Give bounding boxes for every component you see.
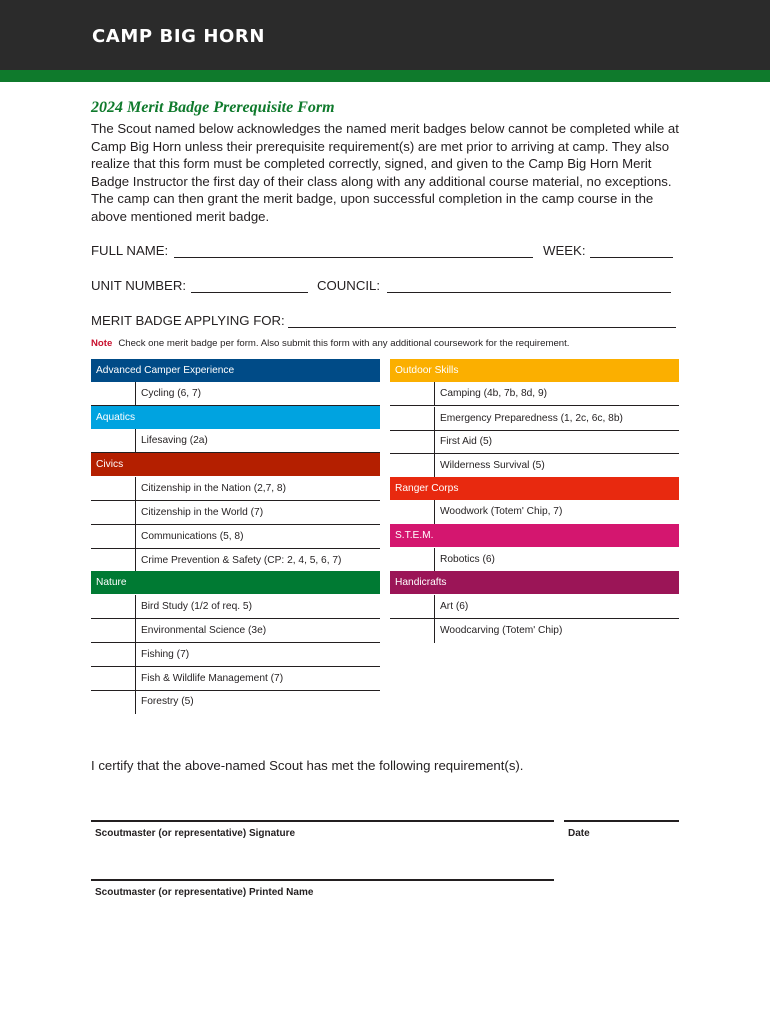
badge-label: Crime Prevention & Safety (CP: 2, 4, 5, 6, 7) — [141, 555, 342, 566]
badge-label: Communications (5, 8) — [141, 531, 244, 542]
date-field[interactable] — [564, 820, 679, 822]
checkbox[interactable] — [135, 643, 136, 667]
checkbox[interactable] — [135, 549, 136, 573]
form-title: 2024 Merit Badge Prerequisite Form — [91, 99, 335, 116]
badge-label: Camping (4b, 7b, 8d, 9) — [440, 388, 548, 399]
badge-option[interactable] — [91, 429, 380, 453]
printed-name-label: Scoutmaster (or representative) Printed Name — [95, 887, 314, 898]
checkbox[interactable] — [434, 454, 435, 478]
date-label: Date — [568, 828, 590, 839]
badge-label: Citizenship in the World (7) — [141, 507, 264, 518]
checkbox[interactable] — [135, 501, 136, 525]
badge-label: Fishing (7) — [141, 649, 190, 660]
checkbox[interactable] — [434, 382, 435, 406]
badge-option[interactable] — [91, 525, 380, 549]
header-accent-bar — [0, 70, 770, 82]
checkbox[interactable] — [135, 525, 136, 549]
badge-option[interactable] — [91, 501, 380, 525]
signature-field[interactable] — [91, 820, 554, 822]
week-label: WEEK: — [543, 243, 586, 258]
badge-option[interactable] — [390, 548, 679, 572]
note-label: Note — [91, 338, 113, 349]
badge-label: Environmental Science (3e) — [141, 625, 267, 636]
council-field[interactable] — [387, 292, 671, 293]
category-header: Ranger Corps — [390, 477, 679, 500]
merit-badge-label: MERIT BADGE APPLYING FOR: — [91, 313, 285, 328]
badge-option[interactable] — [390, 619, 679, 643]
badge-label: Wilderness Survival (5) — [440, 460, 545, 471]
badge-option[interactable] — [91, 595, 380, 619]
badge-option[interactable] — [91, 690, 380, 714]
checkbox[interactable] — [135, 477, 136, 501]
badge-label: Bird Study (1/2 of req. 5) — [141, 601, 252, 612]
badge-option[interactable] — [390, 595, 679, 619]
unit-number-field[interactable] — [191, 292, 308, 293]
checkbox[interactable] — [434, 500, 435, 524]
badge-label: Woodwork (Totem' Chip, 7) — [440, 506, 563, 517]
badge-label: First Aid (5) — [440, 436, 493, 447]
signature-label: Scoutmaster (or representative) Signature — [95, 828, 296, 839]
certify-statement: I certify that the above-named Scout has met the following requirement(s). — [91, 758, 524, 773]
full-name-field[interactable] — [174, 257, 533, 258]
badge-option[interactable] — [390, 454, 679, 478]
checkbox[interactable] — [434, 619, 435, 643]
badge-label: Fish & Wildlife Management (7) — [141, 673, 284, 684]
merit-badge-field[interactable] — [288, 327, 676, 328]
checkbox[interactable] — [135, 595, 136, 619]
badge-option[interactable] — [390, 382, 679, 406]
week-field[interactable] — [590, 257, 673, 258]
intro-paragraph: The Scout named below acknowledges the named merit badges below cannot be completed while at Camp Big Horn unless their prerequisite requirement(s) are met prior to arriving at camp. They also realize that this form must be completed correctly, signed, and given to the Camp Big Horn Merit Badge Instructor the first day of their class along with any additional course material, no exceptions. The camp can then grant the merit badge, upon successful completion in the camp course in the above mentioned merit badge. — [91, 121, 679, 224]
checkbox[interactable] — [135, 667, 136, 691]
badge-option[interactable] — [91, 643, 380, 667]
category-header: Handicrafts — [390, 571, 679, 594]
category-header: Outdoor Skills — [390, 359, 679, 382]
badge-option[interactable] — [91, 382, 380, 406]
badge-label: Art (6) — [440, 601, 469, 612]
badge-label: Woodcarving (Totem' Chip) — [440, 625, 563, 636]
checkbox[interactable] — [135, 429, 136, 453]
page-header — [0, 0, 770, 70]
checkbox[interactable] — [135, 619, 136, 643]
category-header: Aquatics — [91, 406, 380, 429]
full-name-label: FULL NAME: — [91, 243, 169, 258]
category-header: Civics — [91, 453, 380, 476]
badge-option[interactable] — [91, 619, 380, 643]
badge-option[interactable] — [91, 477, 380, 501]
camp-name: CAMP BIG HORN — [92, 26, 266, 47]
checkbox[interactable] — [434, 430, 435, 454]
badge-label: Robotics (6) — [440, 554, 495, 565]
checkbox[interactable] — [434, 407, 435, 431]
checkbox[interactable] — [135, 690, 136, 714]
badge-option[interactable] — [390, 500, 679, 524]
note-text: Check one merit badge per form. Also submit this form with any additional coursework for the requirement. — [118, 338, 570, 349]
note — [91, 338, 569, 349]
badge-label: Lifesaving (2a) — [141, 435, 208, 446]
council-label: COUNCIL: — [317, 278, 381, 293]
unit-number-label: UNIT NUMBER: — [91, 278, 187, 293]
category-header: S.T.E.M. — [390, 524, 679, 547]
badge-label: Cycling (6, 7) — [141, 388, 202, 399]
category-header: Advanced Camper Experience — [91, 359, 380, 382]
badge-label: Emergency Preparedness (1, 2c, 6c, 8b) — [440, 413, 623, 424]
badge-option[interactable] — [91, 549, 380, 573]
checkbox[interactable] — [434, 548, 435, 572]
category-header: Nature — [91, 571, 380, 594]
badge-label: Citizenship in the Nation (2,7, 8) — [141, 483, 286, 494]
badge-label: Forestry (5) — [141, 696, 194, 707]
badge-option[interactable] — [390, 407, 679, 431]
checkbox[interactable] — [434, 595, 435, 619]
badge-option[interactable] — [390, 430, 679, 454]
badge-option[interactable] — [91, 667, 380, 691]
checkbox[interactable] — [135, 382, 136, 406]
printed-name-field[interactable] — [91, 879, 554, 881]
